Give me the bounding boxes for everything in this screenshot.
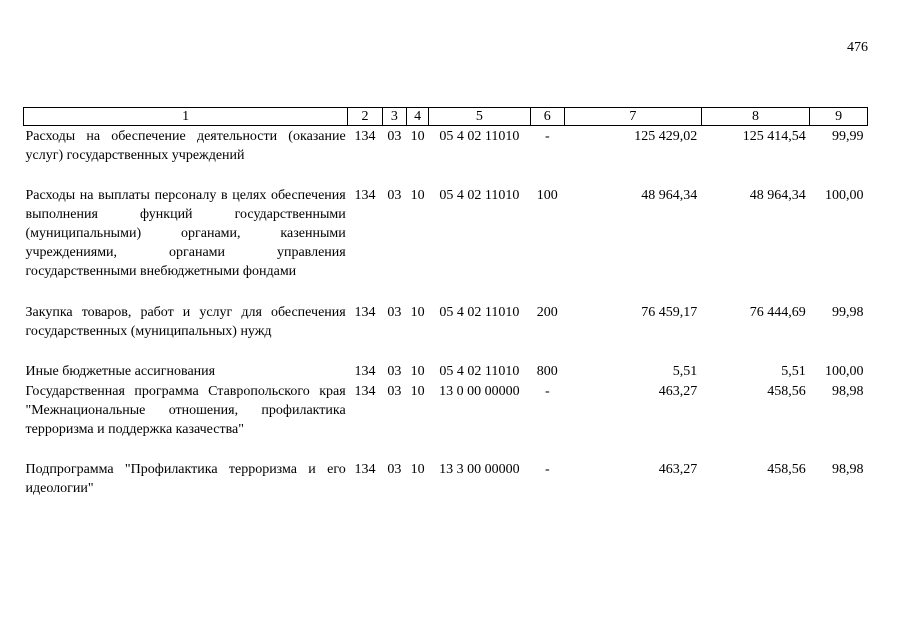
cell-expense-type: - [544, 383, 550, 399]
cell-executed: 458,56 [767, 383, 806, 399]
cell-planned: 5,51 [672, 363, 698, 379]
cell-section: 03 [387, 363, 402, 379]
column-header: 8 [701, 108, 809, 126]
row-name: Расходы на обеспечение деятельности (оказание услуг) государственных учреждений [25, 129, 346, 163]
cell-section: 03 [387, 383, 402, 399]
row-name: Государственная программа Ставропольского края "Межнациональные отношения, профилактика терроризма и поддержка казачества" [25, 383, 346, 437]
cell-section: 03 [387, 129, 402, 144]
cell-ministry: 134 [354, 187, 376, 203]
column-header: 1 [24, 108, 348, 126]
cell-expense-type: 800 [536, 363, 558, 379]
cell-subsection: 10 [410, 304, 425, 320]
column-header: 7 [565, 108, 702, 126]
cell-executed: 48 964,34 [749, 187, 806, 203]
cell-ministry: 134 [354, 129, 376, 144]
cell-ministry: 134 [354, 304, 376, 320]
table-row [24, 381, 868, 459]
cell-target-article: 05 4 02 11010 [439, 187, 520, 203]
cell-percent: 99,98 [832, 304, 864, 320]
cell-section: 03 [387, 461, 402, 477]
cell-planned: 125 429,02 [634, 129, 698, 144]
cell-ministry: 134 [354, 461, 376, 477]
table-row [24, 459, 868, 499]
cell-planned: 48 964,34 [641, 187, 698, 203]
cell-planned: 463,27 [658, 383, 698, 399]
column-header: 5 [429, 108, 530, 126]
budget-table [23, 107, 868, 499]
cell-planned: 76 459,17 [641, 304, 698, 320]
cell-target-article: 05 4 02 11010 [439, 363, 520, 379]
table-row [24, 126, 868, 185]
column-header: 2 [348, 108, 382, 126]
cell-percent: 98,98 [832, 383, 864, 399]
cell-percent: 100,00 [825, 363, 864, 379]
cell-executed: 125 414,54 [742, 129, 806, 144]
table-row [24, 185, 868, 302]
table-header-row [24, 108, 868, 126]
cell-subsection: 10 [410, 363, 425, 379]
table-row [24, 361, 868, 381]
cell-target-article: 13 0 00 00000 [439, 383, 520, 399]
cell-section: 03 [387, 304, 402, 320]
row-name: Иные бюджетные ассигнования [25, 363, 216, 379]
cell-percent: 98,98 [832, 461, 864, 477]
cell-subsection: 10 [410, 383, 425, 399]
column-header: 3 [382, 108, 406, 126]
cell-expense-type: - [544, 461, 550, 477]
cell-target-article: 05 4 02 11010 [439, 304, 520, 320]
cell-expense-type: 200 [536, 304, 558, 320]
row-name: Закупка товаров, работ и услуг для обеспечения государственных (муниципальных) нужд [25, 304, 346, 339]
cell-section: 03 [387, 187, 402, 203]
column-header: 9 [810, 108, 868, 126]
cell-ministry: 134 [354, 363, 376, 379]
cell-subsection: 10 [410, 187, 425, 203]
table-row [24, 302, 868, 361]
cell-percent: 100,00 [825, 187, 864, 203]
cell-expense-type: 100 [536, 187, 558, 203]
page-number: 476 [847, 40, 868, 55]
cell-subsection: 10 [410, 129, 425, 144]
cell-ministry: 134 [354, 383, 376, 399]
cell-executed: 458,56 [767, 461, 806, 477]
row-name: Подпрограмма "Профилактика терроризма и его идеологии" [25, 461, 346, 496]
cell-executed: 76 444,69 [749, 304, 806, 320]
cell-target-article: 05 4 02 11010 [439, 129, 520, 144]
cell-target-article: 13 3 00 00000 [439, 461, 520, 477]
cell-percent: 99,99 [832, 129, 864, 144]
cell-planned: 463,27 [658, 461, 698, 477]
cell-executed: 5,51 [781, 363, 806, 379]
column-header: 4 [406, 108, 428, 126]
column-header: 6 [530, 108, 564, 126]
cell-expense-type: - [544, 129, 550, 144]
row-name: Расходы на выплаты персоналу в целях обеспечения выполнения функций государственными (муниципальными) органами, казенными учреждениями, органами управления государственными внебюджетными фондами [25, 187, 346, 279]
cell-subsection: 10 [410, 461, 425, 477]
